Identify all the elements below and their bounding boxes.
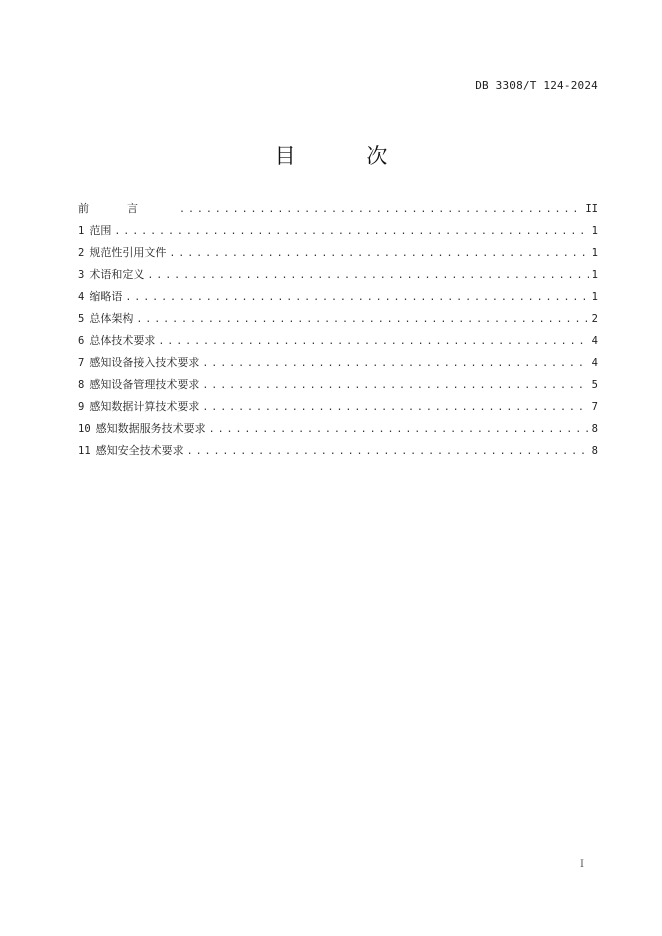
toc-entry-text: 术语和定义 xyxy=(89,268,145,281)
dot-leader xyxy=(147,269,588,283)
toc-entry-number: 7 xyxy=(78,357,85,369)
toc-entry-label xyxy=(78,334,155,348)
toc-entry-text: 总体技术要求 xyxy=(89,334,156,347)
toc-entry-number: 3 xyxy=(78,269,85,281)
toc-entry-number: 9 xyxy=(78,401,85,413)
toc-entry-page: 8 xyxy=(591,423,598,435)
toc-entry-label xyxy=(78,224,111,238)
toc-entry-page: 1 xyxy=(591,247,598,259)
toc-entry-page: 8 xyxy=(591,445,598,457)
page-number: I xyxy=(580,859,584,870)
toc-entry-device-access[interactable] xyxy=(78,356,598,378)
toc-entry-number: 11 xyxy=(78,445,91,457)
toc-entry-label xyxy=(78,290,122,304)
toc-entry-page: 2 xyxy=(591,313,598,325)
toc-entry-text: 前言 xyxy=(78,202,176,215)
toc-entry-number: 5 xyxy=(78,313,85,325)
toc-entry-abbreviations[interactable] xyxy=(78,290,598,312)
dot-leader xyxy=(125,291,588,305)
table-of-contents xyxy=(78,202,598,466)
toc-entry-text: 缩略语 xyxy=(89,290,123,303)
dot-leader xyxy=(114,225,588,239)
toc-entry-page: 1 xyxy=(591,269,598,281)
toc-entry-overall-architecture[interactable] xyxy=(78,312,598,334)
dot-leader xyxy=(169,247,588,261)
toc-entry-page: 4 xyxy=(591,357,598,369)
toc-entry-number: 4 xyxy=(78,291,85,303)
toc-entry-number: 1 xyxy=(78,225,85,237)
toc-entry-security[interactable] xyxy=(78,444,598,466)
toc-entry-text: 感知数据服务技术要求 xyxy=(95,422,206,435)
toc-entry-number: 6 xyxy=(78,335,85,347)
toc-title: 目 次 xyxy=(274,144,420,168)
toc-entry-text: 规范性引用文件 xyxy=(89,246,167,259)
toc-entry-text: 范围 xyxy=(89,224,112,237)
toc-entry-device-management[interactable] xyxy=(78,378,598,400)
toc-entry-page: 1 xyxy=(591,225,598,237)
toc-entry-label xyxy=(78,268,144,282)
dot-leader xyxy=(209,423,589,437)
toc-entry-text: 总体架构 xyxy=(89,312,134,325)
toc-entry-label xyxy=(78,422,206,436)
toc-entry-page: 7 xyxy=(591,401,598,413)
toc-entry-label xyxy=(78,202,176,216)
toc-entry-page: 4 xyxy=(591,335,598,347)
dot-leader xyxy=(202,401,588,415)
toc-entry-page: II xyxy=(585,203,598,215)
dot-leader xyxy=(187,445,589,459)
dot-leader xyxy=(202,379,588,393)
toc-entry-number: 10 xyxy=(78,423,91,435)
toc-entry-label xyxy=(78,312,133,326)
dot-leader xyxy=(202,357,588,371)
dot-leader xyxy=(158,335,588,349)
toc-entry-page: 1 xyxy=(591,291,598,303)
toc-entry-number: 2 xyxy=(78,247,85,259)
toc-entry-page: 5 xyxy=(591,379,598,391)
toc-entry-data-services[interactable] xyxy=(78,422,598,444)
toc-entry-text: 感知设备管理技术要求 xyxy=(89,378,200,391)
toc-entry-data-computing[interactable] xyxy=(78,400,598,422)
toc-entry-terms-definitions[interactable] xyxy=(78,268,598,290)
toc-entry-scope[interactable] xyxy=(78,224,598,246)
toc-entry-label xyxy=(78,356,199,370)
toc-entry-general-requirements[interactable] xyxy=(78,334,598,356)
toc-entry-label xyxy=(78,400,199,414)
toc-entry-text: 感知数据计算技术要求 xyxy=(89,400,200,413)
toc-entry-foreword[interactable] xyxy=(78,202,598,224)
dot-leader xyxy=(179,203,582,217)
toc-entry-text: 感知设备接入技术要求 xyxy=(89,356,200,369)
document-code: DB 3308/T 124-2024 xyxy=(475,79,598,92)
toc-entry-label xyxy=(78,246,166,260)
toc-entry-label xyxy=(78,378,199,392)
toc-entry-normative-references[interactable] xyxy=(78,246,598,268)
toc-entry-number: 8 xyxy=(78,379,85,391)
toc-entry-text: 感知安全技术要求 xyxy=(95,444,184,457)
toc-entry-label xyxy=(78,444,184,458)
dot-leader xyxy=(136,313,588,327)
